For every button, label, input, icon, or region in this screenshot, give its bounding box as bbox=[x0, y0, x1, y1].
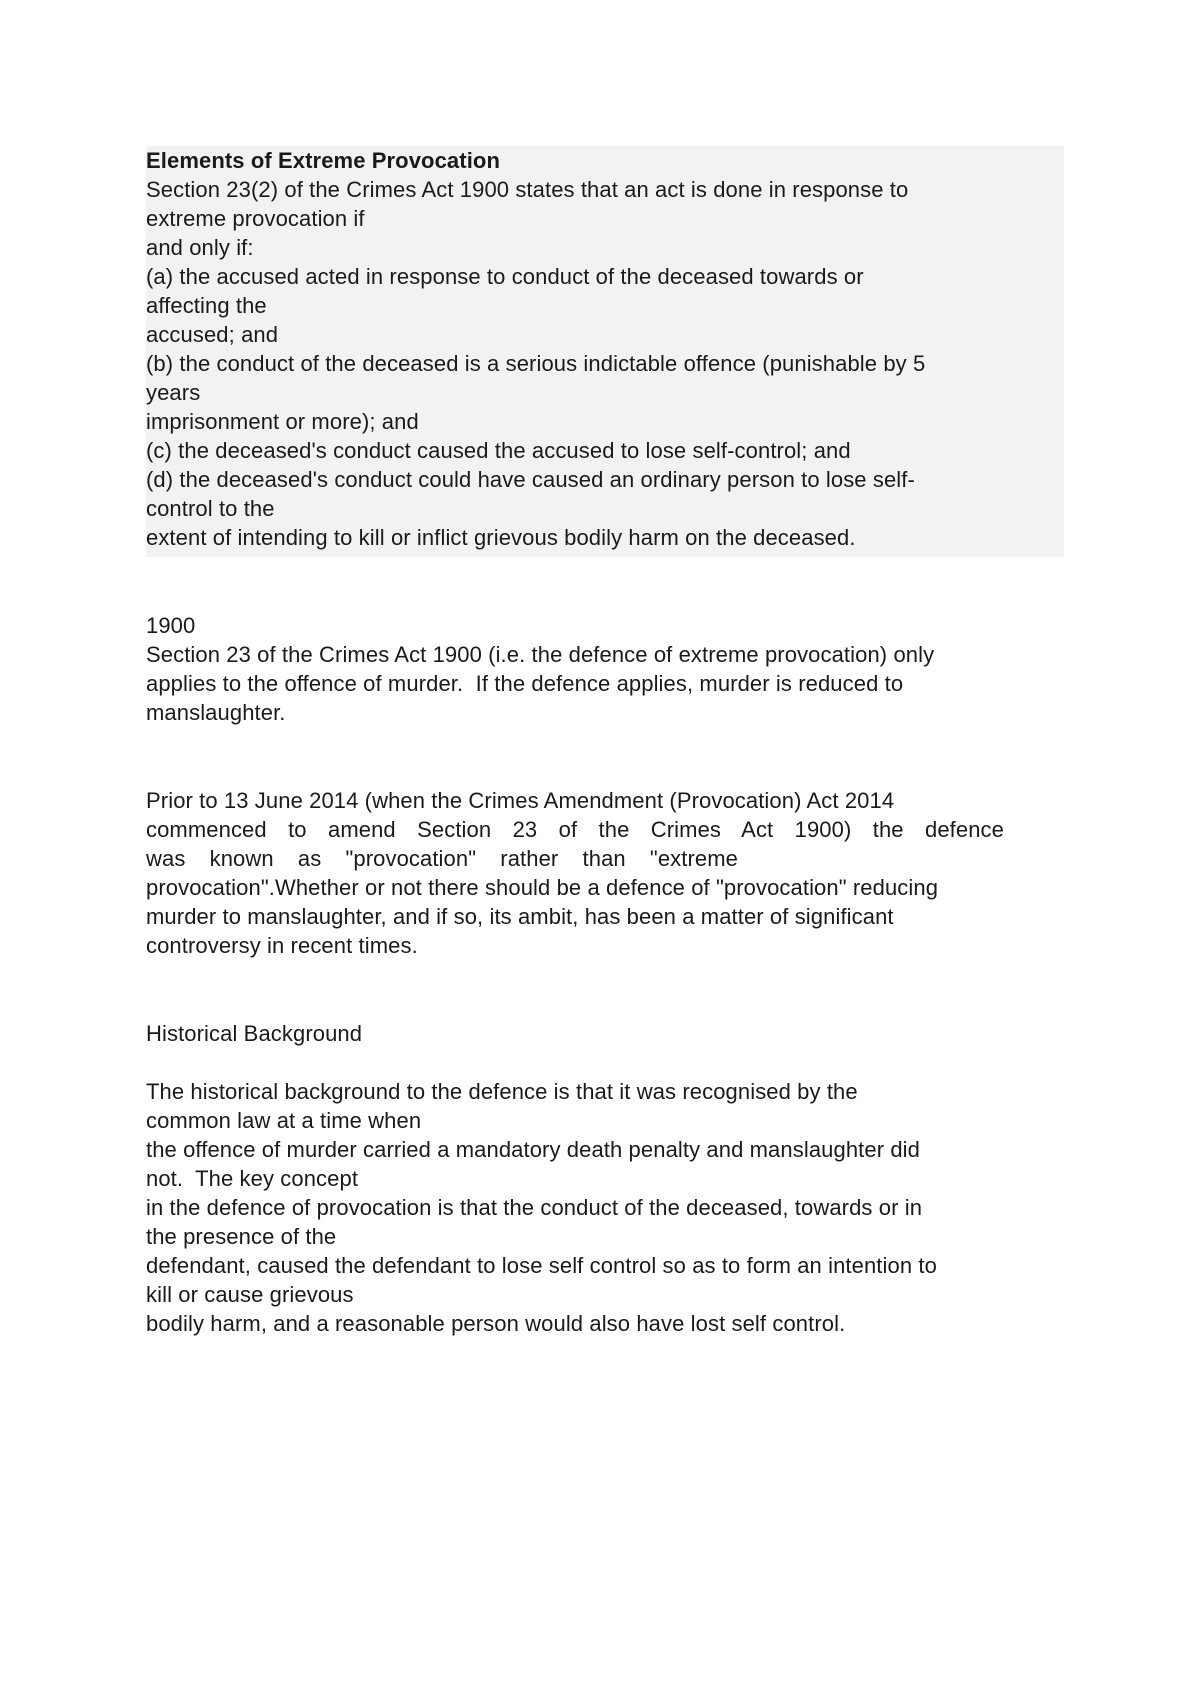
paragraph-line: imprisonment or more); and bbox=[146, 409, 419, 434]
paragraph-line: and only if: bbox=[146, 235, 254, 260]
paragraph-line: Section 23 of the Crimes Act 1900 (i.e. the defence of extreme provocation) only bbox=[146, 642, 935, 667]
paragraph-line: bodily harm, and a reasonable person would also have lost self control. bbox=[146, 1311, 846, 1336]
paragraph-line: (a) the accused acted in response to conduct of the deceased towards or bbox=[146, 264, 864, 289]
section-heading: Elements of Extreme Provocation bbox=[146, 148, 500, 173]
paragraph-line: (d) the deceased's conduct could have caused an ordinary person to lose self- bbox=[146, 467, 915, 492]
paragraph-line: extent of intending to kill or inflict grievous bodily harm on the deceased. bbox=[146, 525, 856, 550]
paragraph-line: affecting the bbox=[146, 293, 267, 318]
elements-section bbox=[146, 146, 1064, 557]
paragraph-line: 1900 bbox=[146, 613, 196, 638]
paragraph-line: The historical background to the defence is that it was recognised by the bbox=[146, 1079, 858, 1104]
paragraph-line: common law at a time when bbox=[146, 1108, 422, 1133]
paragraph-line: murder to manslaughter, and if so, its ambit, has been a matter of significant bbox=[146, 904, 894, 929]
paragraph-line: controversy in recent times. bbox=[146, 933, 418, 958]
paragraph-line: (c) the deceased's conduct caused the accused to lose self-control; and bbox=[146, 438, 851, 463]
paragraph-line: the presence of the bbox=[146, 1224, 337, 1249]
paragraph-line: in the defence of provocation is that the conduct of the deceased, towards or in bbox=[146, 1195, 923, 1220]
paragraph-line: years bbox=[146, 380, 201, 405]
paragraph-line: kill or cause grievous bbox=[146, 1282, 354, 1307]
paragraph-line: provocation".Whether or not there should be a defence of "provocation" reducing bbox=[146, 875, 939, 900]
paragraph-line: defendant, caused the defendant to lose self control so as to form an intention to bbox=[146, 1253, 937, 1278]
blank-line bbox=[146, 1048, 1064, 1077]
paragraph-line: Prior to 13 June 2014 (when the Crimes Amendment (Provocation) Act 2014 bbox=[146, 788, 895, 813]
paragraph-line: was known as "provocation" rather than "extreme bbox=[146, 846, 738, 871]
paragraph-line: the offence of murder carried a mandatory death penalty and manslaughter did bbox=[146, 1137, 921, 1162]
paragraph-line: (b) the conduct of the deceased is a serious indictable offence (punishable by 5 bbox=[146, 351, 926, 376]
historical-background-section bbox=[146, 1019, 1064, 1338]
paragraph-line: Section 23(2) of the Crimes Act 1900 states that an act is done in response to bbox=[146, 177, 909, 202]
history-amendment-paragraph bbox=[146, 786, 1064, 960]
paragraph-line: control to the bbox=[146, 496, 275, 521]
section-title: Historical Background bbox=[146, 1021, 363, 1046]
paragraph-line: commenced to amend Section 23 of the Crimes Act 1900) the defence bbox=[146, 817, 1004, 842]
paragraph-line: extreme provocation if bbox=[146, 206, 365, 231]
paragraph-line: applies to the offence of murder. If the defence applies, murder is reduced to bbox=[146, 671, 904, 696]
paragraph-line: manslaughter. bbox=[146, 700, 286, 725]
scope-paragraph bbox=[146, 611, 1064, 727]
paragraph-line: accused; and bbox=[146, 322, 279, 347]
paragraph-line: not. The key concept bbox=[146, 1166, 359, 1191]
